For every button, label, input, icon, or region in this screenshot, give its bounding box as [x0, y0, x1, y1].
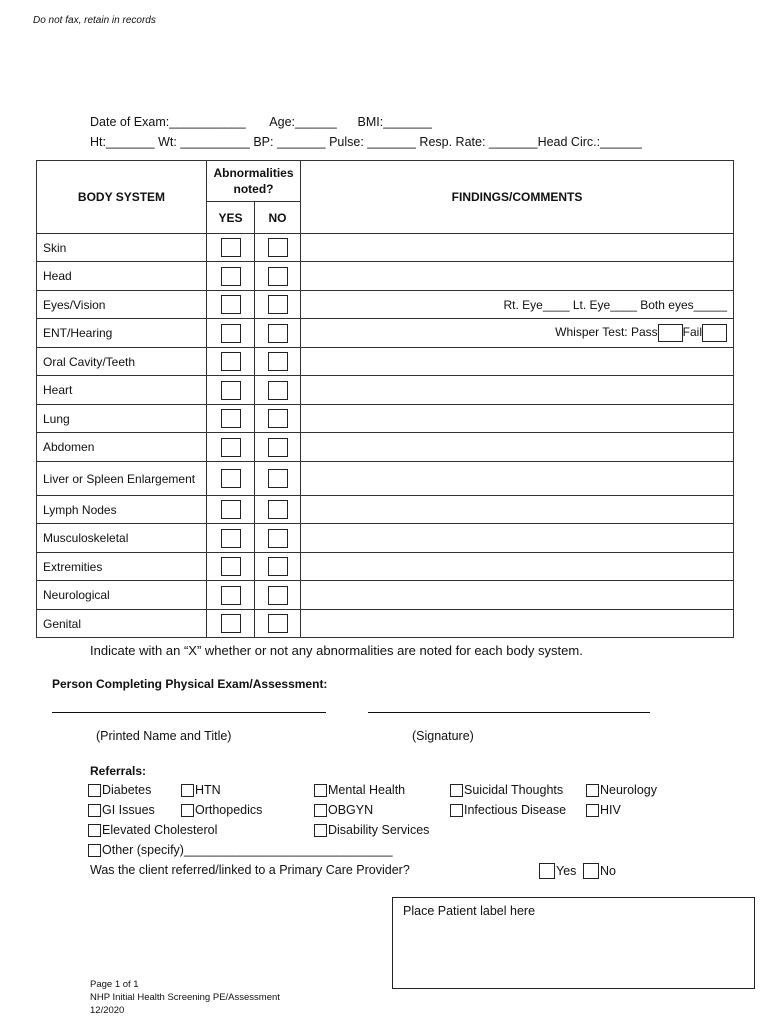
fax-notice: Do not fax, retain in records: [33, 15, 156, 26]
abnormal-no-checkbox[interactable]: [268, 409, 288, 428]
exam-info-line1[interactable]: Date of Exam:___________ Age:______ BMI:_______: [90, 115, 432, 129]
findings-cell[interactable]: [301, 405, 734, 433]
findings-cell[interactable]: [301, 524, 734, 553]
checkbox[interactable]: [586, 784, 599, 797]
table-row: [37, 262, 734, 291]
abnormal-yes-checkbox[interactable]: [221, 352, 241, 371]
exam-info-line2[interactable]: Ht:_______ Wt: __________ BP: _______ Pulse: _______ Resp. Rate: _______Head Circ.:______: [90, 135, 642, 149]
abnormal-no-checkbox[interactable]: [268, 586, 288, 605]
abnormal-yes-cell: [207, 291, 255, 319]
signature-caption: (Signature): [412, 729, 474, 743]
checkbox[interactable]: [181, 804, 194, 817]
checkbox[interactable]: [181, 784, 194, 797]
abnormal-no-cell: [255, 348, 301, 376]
abnormal-yes-checkbox[interactable]: [221, 529, 241, 548]
findings-cell[interactable]: [301, 234, 734, 262]
abnormal-no-checkbox[interactable]: [268, 267, 288, 286]
abnormal-yes-checkbox[interactable]: [221, 438, 241, 457]
checkbox[interactable]: [583, 863, 599, 879]
abnormal-yes-cell: [207, 262, 255, 291]
abnormal-no-cell: [255, 496, 301, 524]
checkbox[interactable]: [450, 804, 463, 817]
findings-cell[interactable]: [301, 262, 734, 291]
col-header-yes: YES: [207, 202, 255, 234]
primary-care-question: Was the client referred/linked to a Primary Care Provider?: [90, 863, 410, 877]
table-row: [37, 405, 734, 433]
referral-ortho[interactable]: Orthopedics: [181, 803, 262, 817]
patient-label-text: Place Patient label here: [403, 904, 536, 918]
abnormal-no-checkbox[interactable]: [268, 529, 288, 548]
abnormal-yes-checkbox[interactable]: [221, 381, 241, 400]
whisper-fail-label: Fail: [682, 325, 702, 340]
abnormal-no-cell: [255, 524, 301, 553]
findings-cell[interactable]: [301, 581, 734, 610]
checkbox[interactable]: [314, 784, 327, 797]
findings-cell[interactable]: [301, 610, 734, 638]
checkbox[interactable]: [314, 824, 327, 837]
whisper-fail-box[interactable]: [702, 324, 727, 342]
abnormal-yes-cell: [207, 581, 255, 610]
table-row: [37, 553, 734, 581]
findings-cell[interactable]: Rt. Eye____ Lt. Eye____ Both eyes_____: [301, 291, 734, 319]
abnormal-yes-cell: [207, 376, 255, 405]
signature-line[interactable]: [368, 712, 650, 713]
abnormal-no-cell: [255, 234, 301, 262]
referral-hiv[interactable]: HIV: [586, 803, 621, 817]
abnormal-yes-cell: [207, 348, 255, 376]
abnormal-yes-checkbox[interactable]: [221, 295, 241, 314]
table-row: [37, 319, 734, 348]
body-system-label: Abdomen: [37, 433, 207, 462]
body-system-label: Lymph Nodes: [37, 496, 207, 524]
footer-form-name: NHP Initial Health Screening PE/Assessment: [90, 992, 280, 1003]
whisper-test-label: Whisper Test: Pass: [555, 325, 658, 340]
abnormal-no-checkbox[interactable]: [268, 500, 288, 519]
abnormal-no-cell: [255, 433, 301, 462]
abnormal-no-cell: [255, 610, 301, 638]
table-row: [37, 581, 734, 610]
abnormal-yes-cell: [207, 496, 255, 524]
abnormal-yes-checkbox[interactable]: [221, 557, 241, 576]
findings-cell[interactable]: [301, 433, 734, 462]
col-header-findings: FINDINGS/COMMENTS: [301, 161, 734, 234]
body-system-table: [36, 160, 734, 638]
abnormal-no-cell: [255, 376, 301, 405]
checkbox[interactable]: [539, 863, 555, 879]
checkbox[interactable]: [450, 784, 463, 797]
abnormal-yes-checkbox[interactable]: [221, 267, 241, 286]
body-system-label: Extremities: [37, 553, 207, 581]
abnormal-yes-cell: [207, 462, 255, 496]
abnormal-no-checkbox[interactable]: [268, 295, 288, 314]
abnormal-yes-checkbox[interactable]: [221, 500, 241, 519]
abnormal-no-checkbox[interactable]: [268, 469, 288, 488]
body-system-label: Oral Cavity/Teeth: [37, 348, 207, 376]
table-row: [37, 234, 734, 262]
body-system-label: Lung: [37, 405, 207, 433]
abnormal-yes-checkbox[interactable]: [221, 324, 241, 343]
body-system-label: Heart: [37, 376, 207, 405]
abnormal-yes-checkbox[interactable]: [221, 469, 241, 488]
table-row: [37, 433, 734, 462]
printed-name-caption: (Printed Name and Title): [96, 729, 232, 743]
referral-gi[interactable]: GI Issues: [88, 803, 155, 817]
table-row: [37, 291, 734, 319]
abnormal-no-checkbox[interactable]: [268, 381, 288, 400]
body-system-label: Neurological: [37, 581, 207, 610]
table-row: [37, 462, 734, 496]
referral-suicidal[interactable]: Suicidal Thoughts: [450, 783, 563, 797]
findings-cell[interactable]: [301, 553, 734, 581]
referral-diabetes[interactable]: Diabetes: [88, 783, 151, 797]
abnormal-yes-cell: [207, 610, 255, 638]
abnormal-no-cell: [255, 319, 301, 348]
referral-other[interactable]: Other (specify)______________________________: [88, 843, 393, 857]
instruction-text: Indicate with an “X” whether or not any abnormalities are noted for each body system.: [90, 643, 583, 658]
findings-cell[interactable]: [301, 462, 734, 496]
abnormal-yes-cell: [207, 553, 255, 581]
body-system-label: Liver or Spleen Enlargement: [37, 462, 207, 496]
body-system-label: ENT/Hearing: [37, 319, 207, 348]
abnormal-no-cell: [255, 581, 301, 610]
printed-name-line[interactable]: [52, 712, 326, 713]
findings-cell[interactable]: [301, 348, 734, 376]
table-row: [37, 376, 734, 405]
referral-disability[interactable]: Disability Services: [314, 823, 429, 837]
abnormal-yes-cell: [207, 234, 255, 262]
body-system-label: Musculoskeletal: [37, 524, 207, 553]
abnormal-yes-checkbox[interactable]: [221, 238, 241, 257]
abnormal-no-checkbox[interactable]: [268, 238, 288, 257]
primary-care-yes[interactable]: Yes: [539, 863, 576, 879]
checkbox[interactable]: [88, 784, 101, 797]
abnormal-no-cell: [255, 291, 301, 319]
body-system-label: Skin: [37, 234, 207, 262]
referral-cholesterol[interactable]: Elevated Cholesterol: [88, 823, 217, 837]
referral-mental-health[interactable]: Mental Health: [314, 783, 405, 797]
abnormal-no-cell: [255, 462, 301, 496]
abnormal-yes-checkbox[interactable]: [221, 614, 241, 633]
abnormal-no-checkbox[interactable]: [268, 557, 288, 576]
primary-care-no[interactable]: No: [583, 863, 616, 879]
referral-obgyn[interactable]: OBGYN: [314, 803, 373, 817]
whisper-pass-box[interactable]: [658, 324, 683, 342]
col-header-body-system: BODY SYSTEM: [37, 161, 207, 234]
abnormal-no-cell: [255, 405, 301, 433]
checkbox[interactable]: [314, 804, 327, 817]
abnormal-no-cell: [255, 553, 301, 581]
abnormal-yes-cell: [207, 405, 255, 433]
abnormal-no-checkbox[interactable]: [268, 614, 288, 633]
footer-date: 12/2020: [90, 1005, 125, 1016]
patient-label-box[interactable]: [392, 897, 755, 989]
abnormal-yes-checkbox[interactable]: [221, 409, 241, 428]
person-heading: Person Completing Physical Exam/Assessment:: [52, 677, 328, 691]
abnormal-no-checkbox[interactable]: [268, 324, 288, 343]
checkbox[interactable]: [88, 804, 101, 817]
abnormal-no-cell: [255, 262, 301, 291]
table-row: [37, 524, 734, 553]
checkbox[interactable]: [88, 824, 101, 837]
abnormal-yes-cell: [207, 433, 255, 462]
col-header-abnormalities: Abnormalities noted?: [207, 161, 301, 202]
body-system-label: Head: [37, 262, 207, 291]
referral-infectious[interactable]: Infectious Disease: [450, 803, 566, 817]
abnormal-yes-cell: [207, 524, 255, 553]
checkbox[interactable]: [586, 804, 599, 817]
col-header-no: NO: [255, 202, 301, 234]
findings-cell[interactable]: [301, 319, 734, 348]
abnormal-yes-checkbox[interactable]: [221, 586, 241, 605]
body-system-label: Genital: [37, 610, 207, 638]
abnormal-no-checkbox[interactable]: [268, 438, 288, 457]
referrals-heading: Referrals:: [90, 764, 147, 778]
referral-neurology[interactable]: Neurology: [586, 783, 657, 797]
findings-cell[interactable]: [301, 376, 734, 405]
footer-page: Page 1 of 1: [90, 979, 139, 990]
checkbox[interactable]: [88, 844, 101, 857]
table-row: [37, 610, 734, 638]
referral-htn[interactable]: HTN: [181, 783, 221, 797]
abnormal-yes-cell: [207, 319, 255, 348]
table-row: [37, 496, 734, 524]
table-row: [37, 348, 734, 376]
findings-cell[interactable]: [301, 496, 734, 524]
body-system-label: Eyes/Vision: [37, 291, 207, 319]
abnormal-no-checkbox[interactable]: [268, 352, 288, 371]
